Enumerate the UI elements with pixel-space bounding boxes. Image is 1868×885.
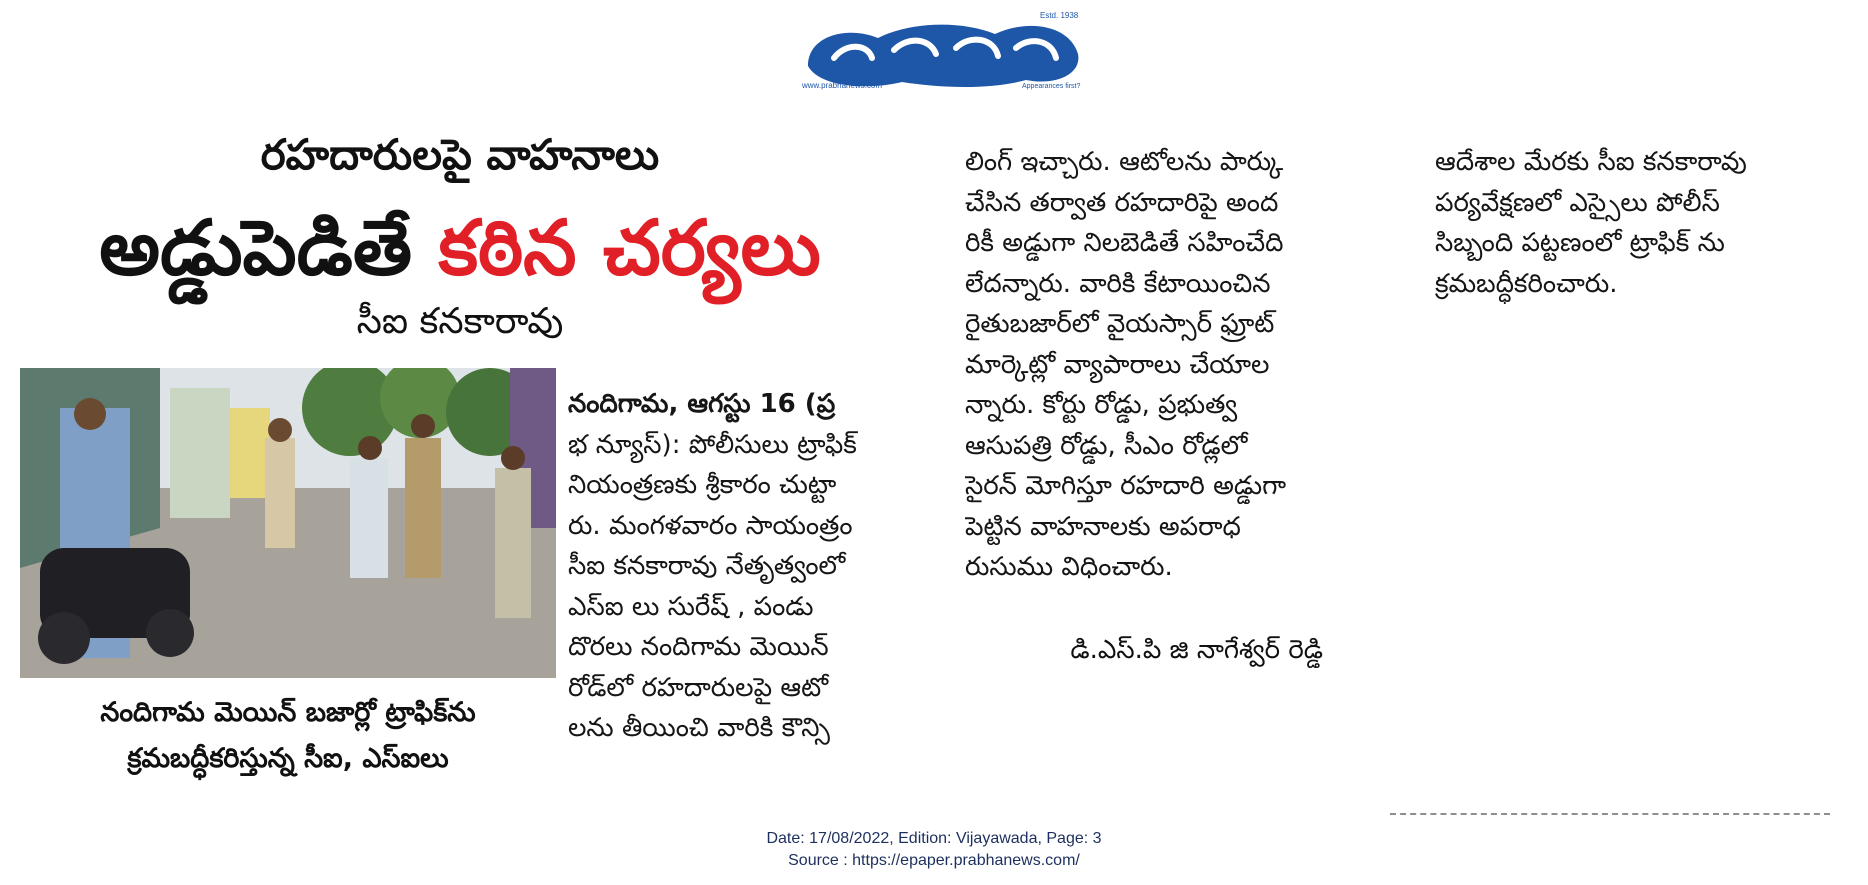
column-2-line: మార్కెట్లో వ్యాపారాలు చేయాల (965, 349, 1270, 380)
column-1-line: దొరలు నందిగామ మెయిన్ (568, 632, 829, 662)
column-2-line: పెట్టిన వాహనాలకు అపరాధ (965, 511, 1241, 542)
article-photo (20, 368, 556, 678)
column-2-line: రైతుబజార్‌లో వైయస్సార్ ఫ్రూట్ (965, 309, 1275, 339)
article-signature: డి.ఎస్.పి జి నాగేశ్వర్ రెడ్డి (1070, 635, 1323, 665)
article-headline (20, 200, 900, 296)
article-column-2 (965, 142, 1323, 588)
photo-caption (20, 690, 556, 782)
column-2-line: రుసుము విధించారు. (965, 552, 1173, 582)
article-kicker: రహదారులపై వాహనాలు (260, 130, 660, 179)
column-3-line: పర్యవేక్షణలో ఎస్సైలు పోలీస్ (1435, 187, 1720, 218)
column-end-rule (1390, 813, 1830, 815)
photo-caption-line-2: క్రమబద్ధీకరిస్తున్న సీఐ, ఎస్ఐలు (127, 743, 449, 774)
column-2-line: చేసిన తర్వాత రహదారిపై అంద (965, 187, 1279, 218)
column-1-line: సీఐ కనకారావు నేతృత్వంలో (568, 551, 846, 581)
masthead-logo-graphic (790, 8, 1090, 92)
column-3-line: సిబ్బంది పట్టణంలో ట్రాఫిక్ ను (1435, 228, 1725, 258)
masthead-tagline: Appearances first? (1022, 83, 1081, 90)
headline-part-red: కఠిన చర్యలు (438, 203, 821, 292)
column-2-line: లేదన్నారు. వారికి కేటాయించిన (965, 268, 1271, 299)
column-2-line: న్నారు. కోర్టు రోడ్డు, ప్రభుత్వ (965, 390, 1238, 420)
article-dateline: నందిగామ, ఆగస్టు 16 (ప్ర (568, 389, 836, 419)
page-footer (0, 828, 1868, 872)
masthead-logo (790, 8, 1090, 92)
column-1-line: ఎస్ఐ లు సురేష్ , పండు (568, 591, 814, 622)
column-1-line: రోడ్‌లో రహదారులపై ఆటో (568, 672, 829, 703)
article-column-3 (1435, 142, 1835, 304)
column-2-line: ఆసుపత్రి రోడ్డు, సీఎం రోడ్లలో (965, 430, 1248, 461)
street-scene-illustration (20, 368, 556, 678)
column-1-line: నియంత్రణకు శ్రీకారం చుట్టా (568, 470, 837, 500)
article-byline: సీఐ కనకారావు (356, 301, 564, 342)
column-2-line: రికీ అడ్డుగా నిలబెడితే సహించేది (965, 228, 1284, 258)
footer-edition-info: Date: 17/08/2022, Edition: Vijayawada, Page: 3 (766, 830, 1102, 847)
footer-source: Source : https://epaper.prabhanews.com/ (788, 852, 1080, 869)
article-column-1 (568, 384, 896, 749)
column-1-line: లను తీయించి వారికి కౌన్సి (568, 713, 830, 743)
column-1-line: భ న్యూస్): పోలీసులు ట్రాఫిక్ (568, 429, 857, 460)
masthead-website: www.prabhanews.com (802, 81, 883, 90)
headline-part-black: అడ్డుపెడితే (99, 203, 412, 292)
column-2-line: లింగ్ ఇచ్చారు. ఆటోలను పార్కు (965, 147, 1284, 177)
column-2-line: సైరన్ మోగిస్తూ రహదారి అడ్డుగా (965, 471, 1287, 501)
column-3-line: ఆదేశాల మేరకు సీఐ కనకారావు (1435, 147, 1747, 177)
photo-caption-line-1: నందిగామ మెయిన్ బజార్లో ట్రాఫిక్‌ను (100, 697, 476, 728)
column-3-line: క్రమబద్ధీకరించారు. (1435, 268, 1618, 299)
column-1-line: రు. మంగళవారం సాయంత్రం (568, 510, 853, 541)
masthead-established: Estd. 1938 (1040, 11, 1079, 20)
